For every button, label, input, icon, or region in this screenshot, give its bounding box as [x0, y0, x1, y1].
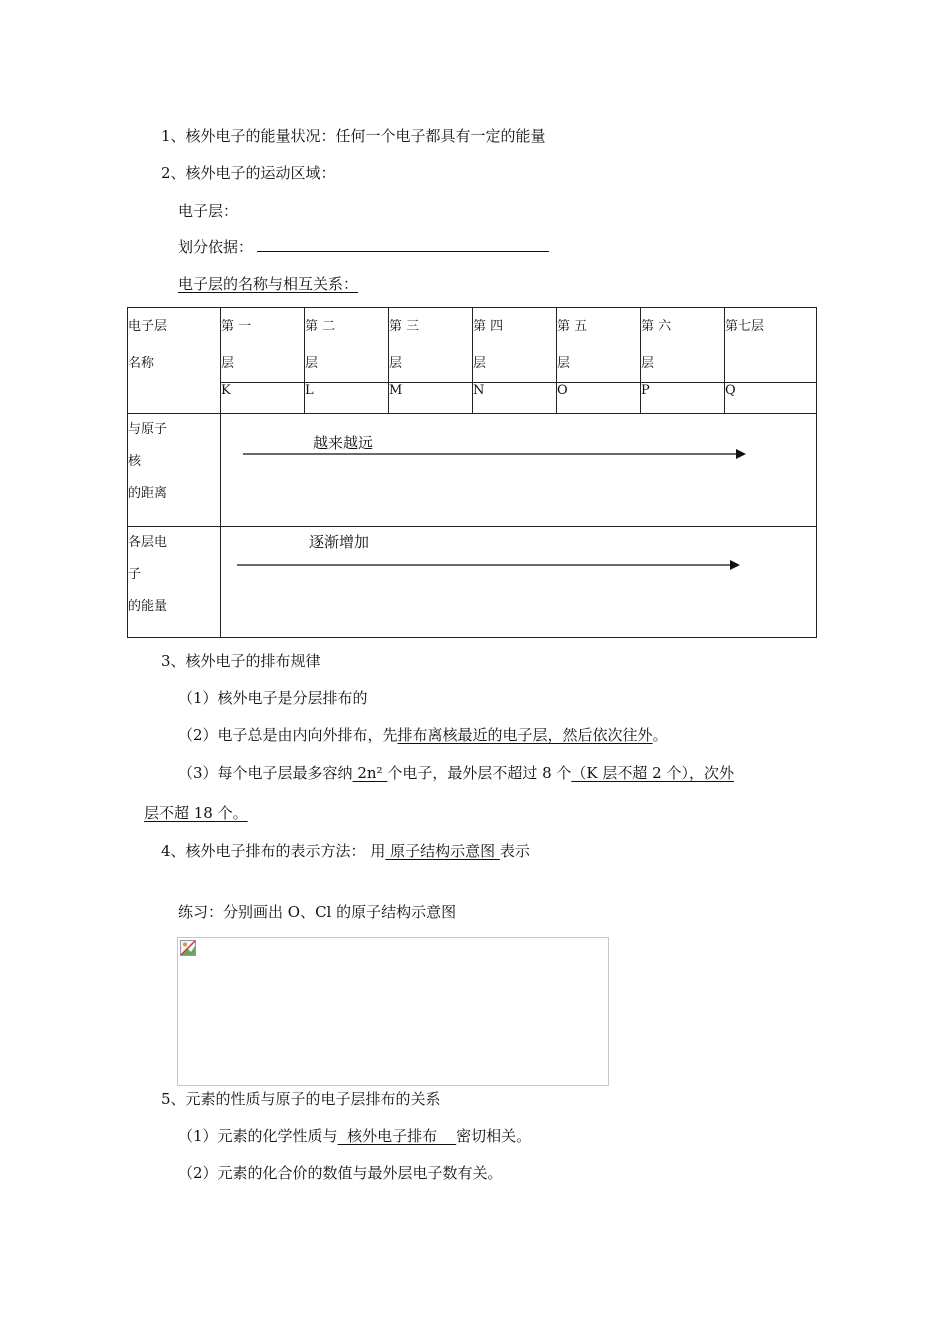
shell-label: 电子层： [178, 202, 239, 220]
shell-letter-p: P [641, 383, 725, 414]
shell-letter-k: K [221, 383, 305, 414]
rule-3-formula: 2n² [352, 764, 388, 782]
shell-name-4: 第 四 层 [473, 308, 557, 383]
shell-name-5: 第 五 层 [557, 308, 641, 383]
distance-label: 与原子 核 的距离 [128, 414, 221, 527]
representation-answer: 原子结构示意图 [385, 842, 500, 860]
distance-trend: 越来越远 [313, 434, 374, 452]
rule-3-answer: （K 层不超 2 个），次外 [571, 764, 734, 782]
relation-title: 电子层的名称与相互关系： [178, 275, 359, 293]
distance-cell [221, 414, 817, 527]
point-1: 1、核外电子的能量状况：任何一个电子都具有一定的能量 [161, 127, 546, 145]
shell-letter-o: O [557, 383, 641, 414]
energy-cell [221, 527, 817, 638]
structure-diagram-placeholder [177, 937, 609, 1086]
section-5-title: 5、元素的性质与原子的电子层排布的关系 [161, 1090, 441, 1108]
broken-image-icon [180, 940, 196, 956]
shell-letter-q: Q [725, 383, 817, 414]
energy-arrow-icon [237, 559, 742, 571]
shell-name-1: 第 一 层 [221, 308, 305, 383]
rule-1: （1）核外电子是分层排布的 [178, 689, 368, 707]
shell-table [127, 307, 817, 638]
energy-label: 各层电 子 的能量 [128, 527, 221, 638]
section-5-answer: 核外电子排布 [337, 1127, 457, 1145]
section-5-point-1: （1）元素的化学性质与 核外电子排布 密切相关。 [178, 1127, 532, 1145]
representation: 4、核外电子排布的表示方法： 用 原子结构示意图 表示 [161, 842, 530, 860]
shell-name-header: 电子层 名称 [128, 308, 221, 414]
basis-line [178, 237, 549, 257]
shell-letter-l: L [305, 383, 389, 414]
rule-3: （3）每个电子层最多容纳 2n² 个电子，最外层不超过 8 个（K 层不超 2 个），次外 [178, 764, 734, 782]
basis-label: 划分依据： [178, 238, 254, 256]
rule-2-answer: 排布离核最近的电子层，然后依次往外 [397, 726, 653, 744]
distance-arrow-icon [243, 448, 748, 460]
energy-trend: 逐渐增加 [309, 533, 370, 551]
shell-letter-m: M [389, 383, 473, 414]
rule-2: （2）电子总是由内向外排布，先排布离核最近的电子层，然后依次往外。 [178, 726, 668, 744]
practice: 练习：分别画出 O、Cl 的原子结构示意图 [178, 903, 457, 921]
rule-3-continued: 层不超 18 个。 [144, 804, 248, 822]
rules-title: 3、核外电子的排布规律 [161, 652, 321, 670]
shell-letter-n: N [473, 383, 557, 414]
point-2: 2、核外电子的运动区域： [161, 164, 336, 182]
shell-name-7: 第七层 [725, 308, 817, 383]
shell-name-6: 第 六 层 [641, 308, 725, 383]
section-5-point-2: （2）元素的化合价的数值与最外层电子数有关。 [178, 1164, 503, 1182]
shell-name-3: 第 三 层 [389, 308, 473, 383]
shell-name-2: 第 二 层 [305, 308, 389, 383]
basis-blank [257, 237, 549, 252]
